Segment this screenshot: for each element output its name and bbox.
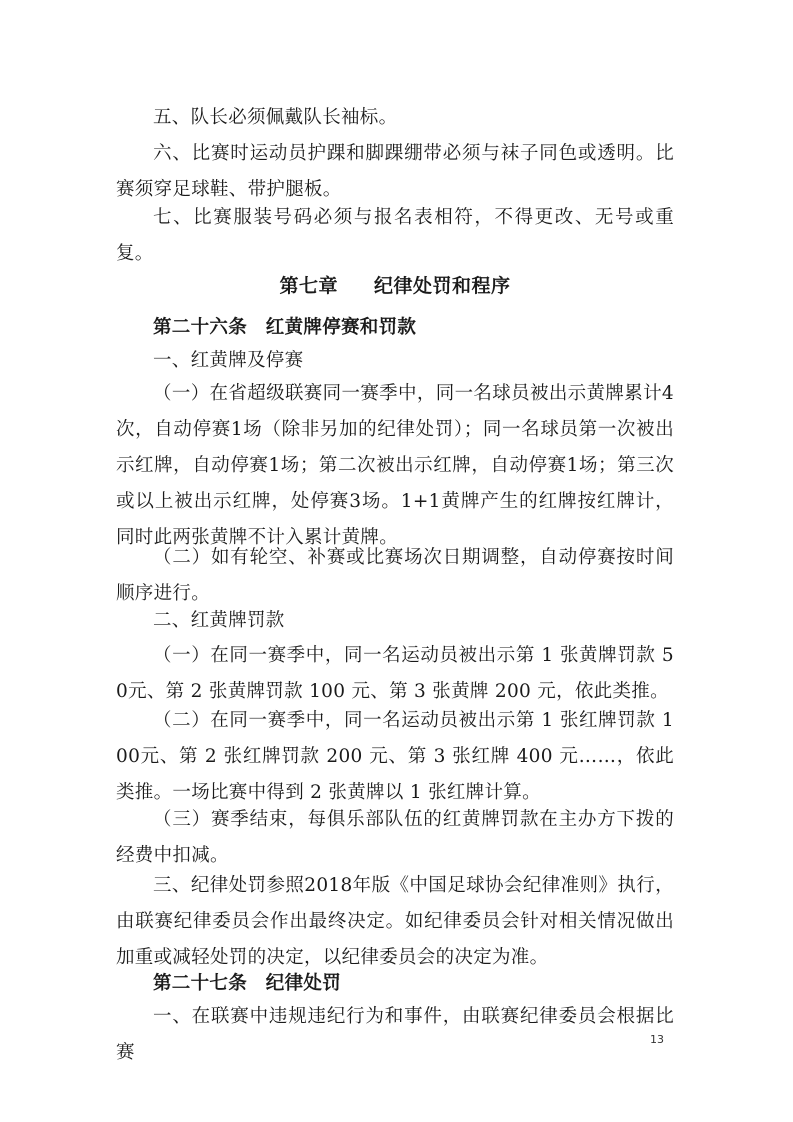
section-2-item-3: （三）赛季结束，每俱乐部队伍的红黄牌罚款在主办方下拨的经费中扣减。	[116, 809, 674, 866]
section-2-item-2: （二）在同一赛季中，同一名运动员被出示第 1 张红牌罚款 100元、第 2 张红牌罚款 200 元、第 3 张红牌 400 元……，依此类推。一场比赛中得到 2 张黄牌以 1 张红牌计算。	[116, 710, 674, 803]
paragraph-item-6: 六、比赛时运动员护踝和脚踝绷带必须与袜子同色或透明。比赛须穿足球鞋、带护腿板。	[116, 143, 674, 200]
section-2-heading: 二、红黄牌罚款	[153, 610, 285, 631]
section-1-heading: 一、红黄牌及停赛	[153, 350, 304, 371]
chapter-heading	[116, 268, 674, 304]
paragraph-item-7: 七、比赛服装号码必须与报名表相符，不得更改、无号或重复。	[116, 207, 674, 264]
article-27-item-1: 一、在联赛中违规违纪行为和事件，由联赛纪律委员会根据比赛	[116, 1006, 674, 1063]
chapter-title: 纪律处罚和程序	[374, 275, 511, 297]
page-number: 13	[650, 1033, 664, 1046]
section-1-item-2: （二）如有轮空、补赛或比赛场次日期调整，自动停赛按时间顺序进行。	[116, 547, 674, 604]
chapter-number: 第七章	[279, 275, 338, 297]
section-2-item-1: （一）在同一赛季中，同一名运动员被出示第 1 张黄牌罚款 50元、第 2 张黄牌罚款 100 元、第 3 张黄牌 200 元，依此类推。	[116, 645, 674, 702]
section-3-paragraph: 三、纪律处罚参照2018年版《中国足球协会纪律准则》执行，由联赛纪律委员会作出最终决定。如纪律委员会针对相关情况做出加重或减轻处罚的决定，以纪律委员会的决定为准。	[116, 875, 674, 968]
article-27-title: 第二十七条 纪律处罚	[153, 973, 342, 994]
article-26-title: 第二十六条 红黄牌停赛和罚款	[153, 317, 417, 338]
section-1-item-1: （一）在省超级联赛同一赛季中，同一名球员被出示黄牌累计4次，自动停赛1场（除非另加的纪律处罚）；同一名球员第一次被出示红牌，自动停赛1场；第二次被出示红牌，自动停赛1场；第三次或以上被出示红牌，处停赛3场。1+1黄牌产生的红牌按红牌计，同时此两张黄牌不计入累计黄牌。	[116, 383, 674, 548]
paragraph-item-5: 五、队长必须佩戴队长袖标。	[153, 107, 398, 128]
